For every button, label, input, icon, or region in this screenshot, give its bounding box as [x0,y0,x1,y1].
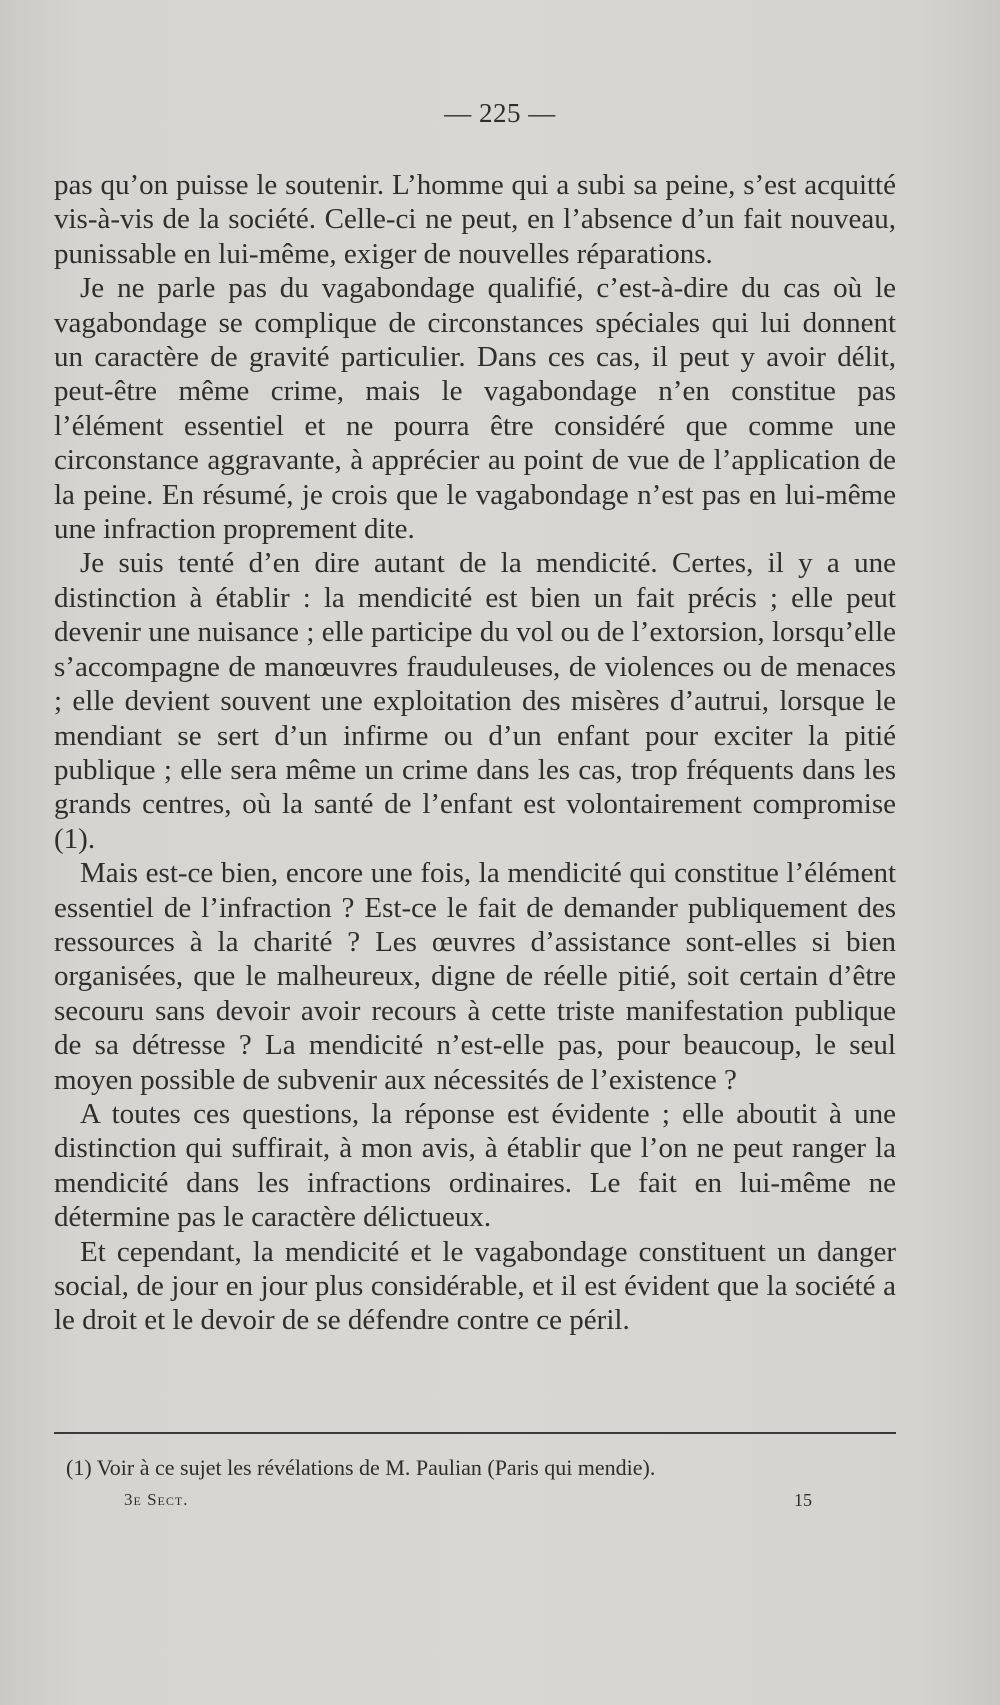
paragraph-4: Mais est-ce bien, encore une fois, la mendicité qui constitue l’élément essentiel de l’infraction ? Est-ce le fait de demander publiquement des ressources à la charité ? Les œuvres d’assistance sont-elles si bien organisées, que le malheureux, digne de réelle pitié, soit certain d’être secouru sans devoir avoir recours à cette triste manifestation publique de sa détresse ? La mendicité n’est-elle pas, pour beaucoup, le seul moyen possible de subvenir aux nécessités de l’existence ? [54,857,896,1096]
body-text [54,168,896,1338]
paragraph-3: Je suis tenté d’en dire autant de la mendicité. Certes, il y a une distinction à établir : la mendicité est bien un fait précis ; elle peut devenir une nuisance ; elle participe du vol ou de l’extorsion, lorsqu’elle s’accompagne de manœuvres frauduleuses, de violences ou de menaces ; elle devient souvent une exploitation des misères d’autrui, lorsque le mendiant se sert d’un infirme ou d’un enfant pour exciter la pitié publique ; elle sera même un crime dans les cas, trop fréquents dans les grands centres, où la santé de l’enfant est volontairement compromise (1). [54,547,896,855]
paragraph-6: Et cependant, la mendicité et le vagabondage constituent un danger social, de jour en jour plus considérable, et il est évident que la société a le droit et le devoir de se défendre contre ce péril. [54,1235,896,1337]
paragraph-1: pas qu’on puisse le soutenir. L’homme qui a subi sa peine, s’est acquitté vis-à-vis de la société. Celle-ci ne peut, en l’absence d’un fait nouveau, punissable en lui-même, exiger de nouvelles réparations. [54,169,896,270]
section-label: 3e Sect. [124,1490,189,1509]
paragraph-5: A toutes ces questions, la réponse est évidente ; elle aboutit à une distinction qui suffirait, à mon avis, à établir que l’on ne peut ranger la mendicité dans les infractions ordinaires. Le fait en lui-même ne détermine pas le caractère délictueux. [54,1097,896,1234]
signature-mark [124,1490,188,1510]
footnote-rule [54,1432,896,1434]
signature-number: 15 [794,1490,812,1510]
footnote: (1) Voir à ce sujet les révélations de M. Paulian (Paris qui mendie). [66,1455,656,1480]
page-number: — 225 — [444,98,556,128]
paragraph-2: Je ne parle pas du vagabondage qualifié, c’est-à-dire du cas où le vagabondage se complique de circonstances spéciales qui lui donnent un caractère de gravité particulier. Dans ces cas, il peut y avoir délit, peut-être même crime, mais le vagabondage n’en constitue pas l’élément essentiel et ne pourra être considéré que comme une circonstance aggravante, à apprécier au point de vue de l’application de la peine. En résumé, je crois que le vagabondage n’est pas en lui-même une infraction proprement dite. [54,272,896,546]
